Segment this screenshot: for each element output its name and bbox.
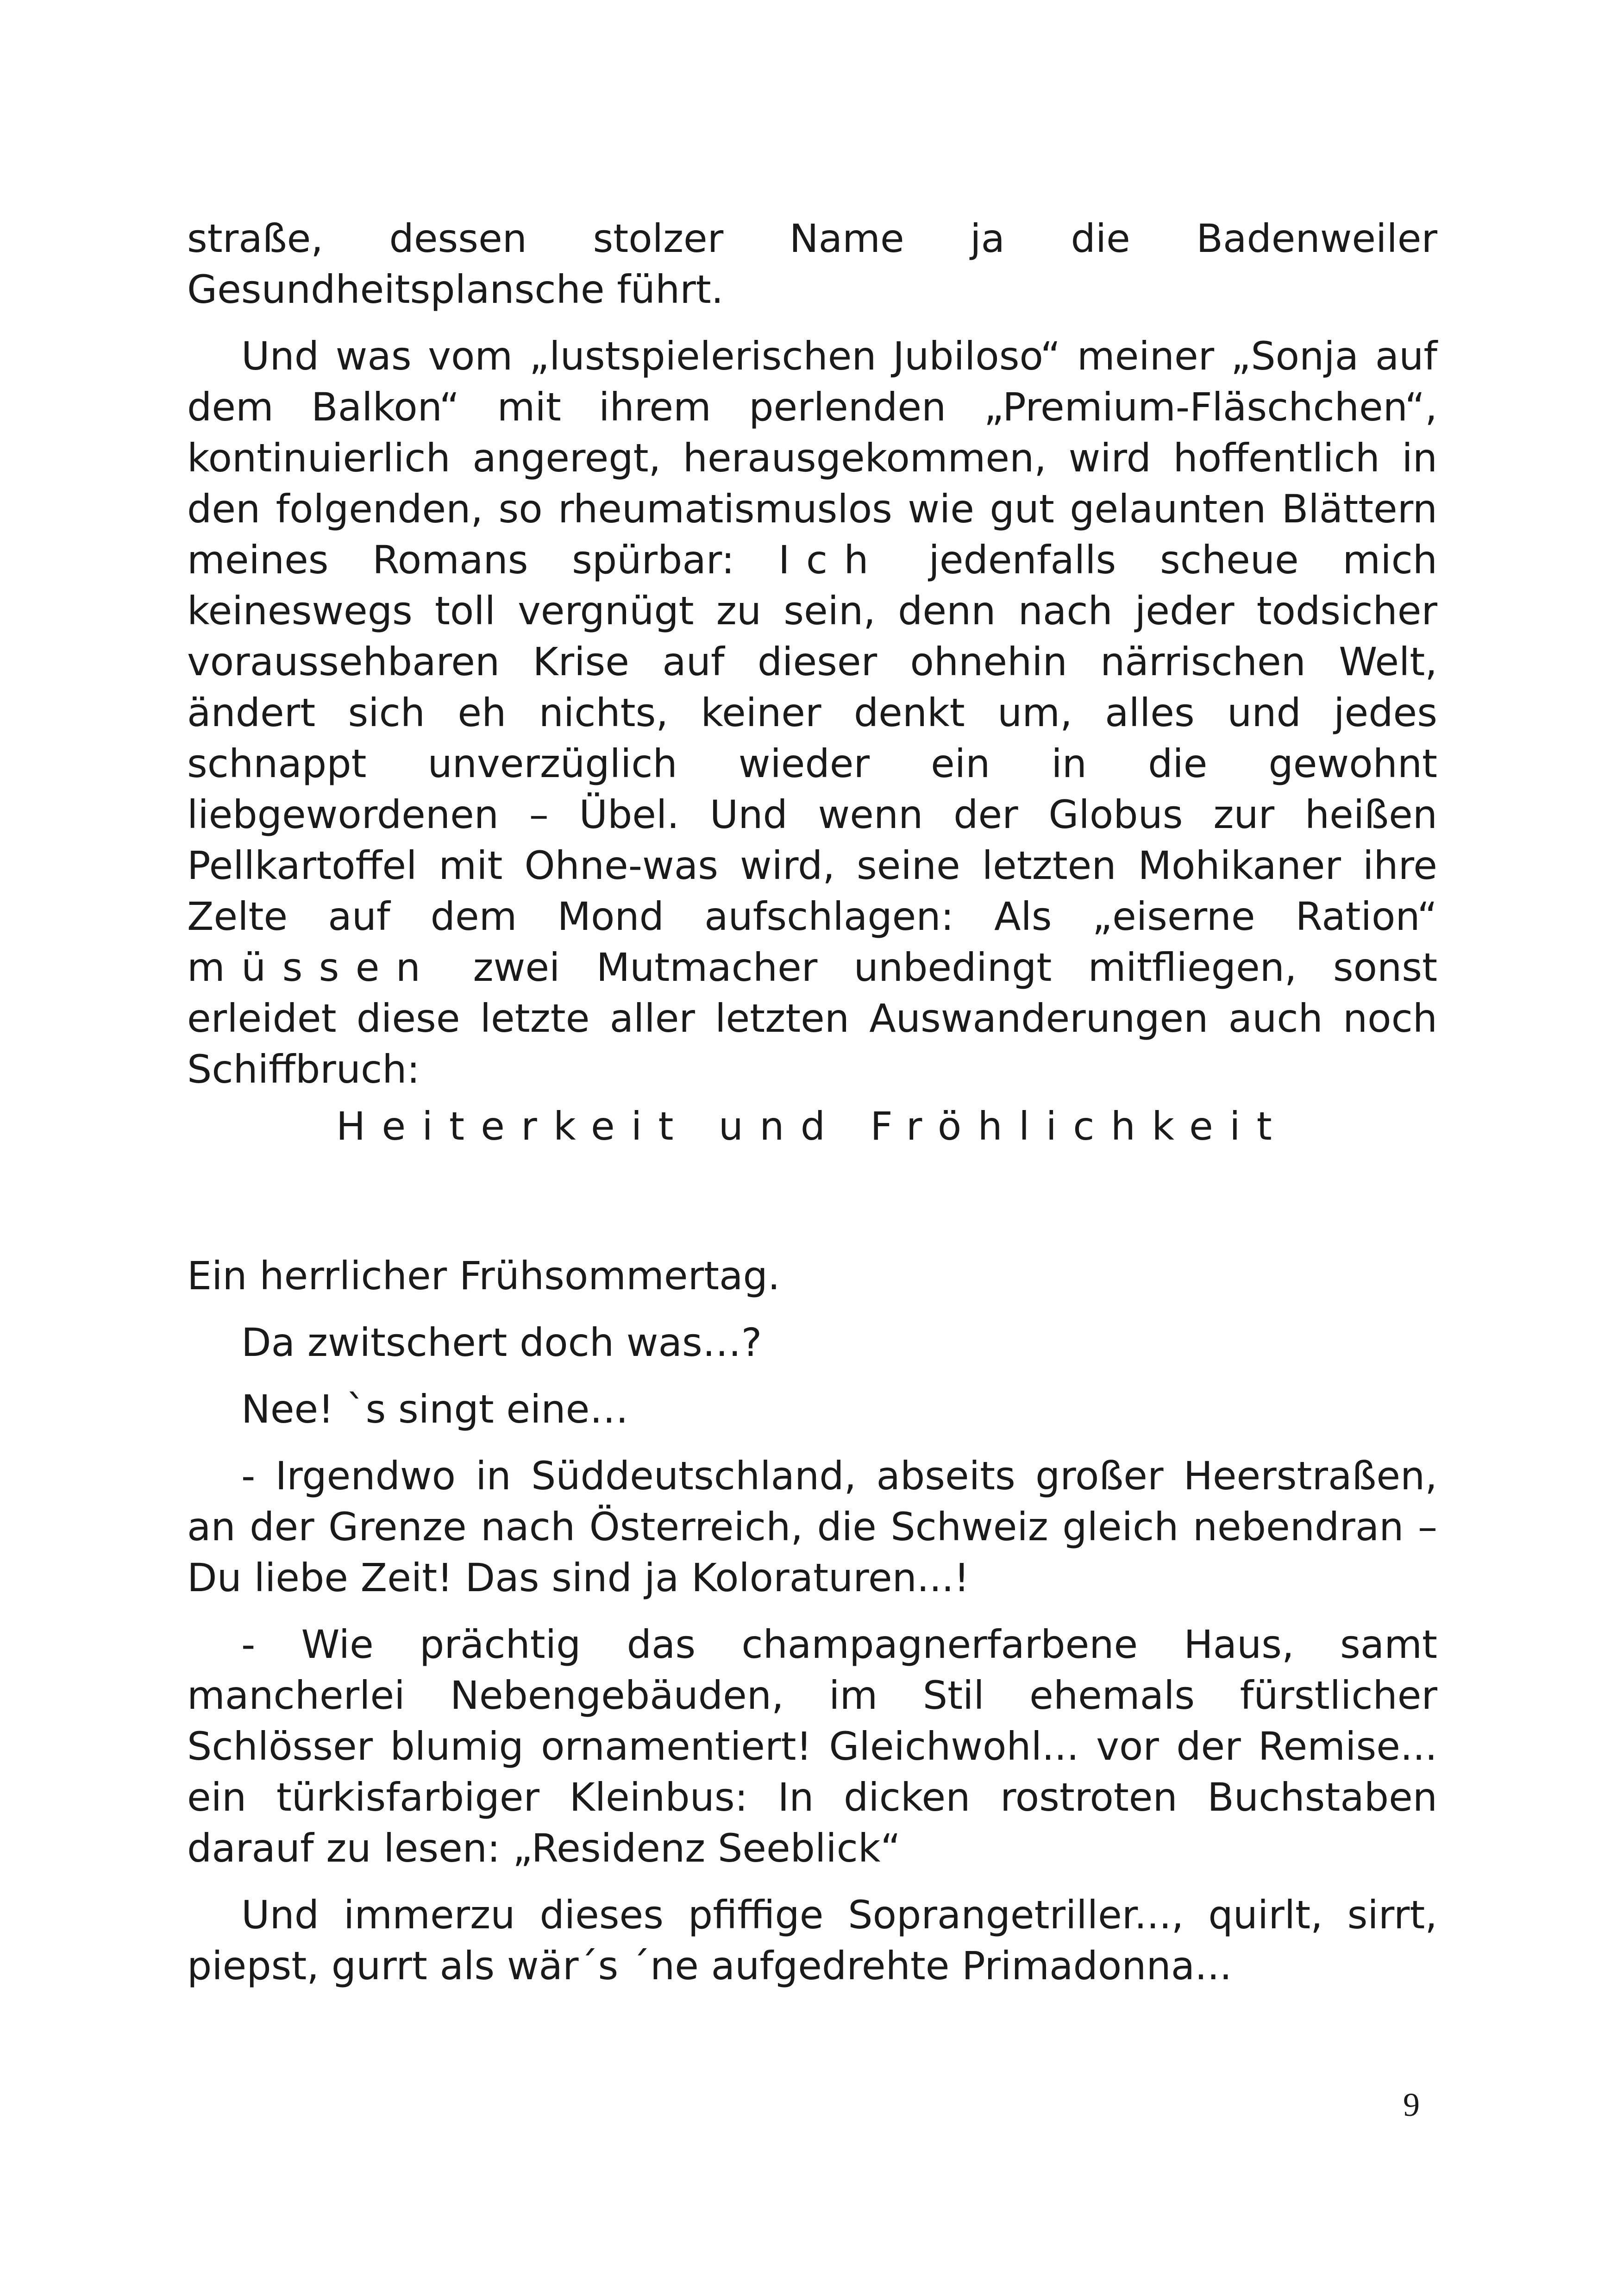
paragraph: Ein herrlicher Frühsommertag.	[187, 1253, 780, 1299]
bottom-text-block	[187, 1250, 1437, 1991]
paragraph: - Irgendwo in Süddeutschland, abseits großer Heerstraßen, an der Grenze nach Österreich, die Schweiz gleich nebendran – Du liebe Zeit! Das sind ja Koloraturen...!	[187, 1453, 1437, 1600]
text-run: Und was vom „lustspielerischen Jubiloso“ meiner „Sonja auf dem Balkon“ mit ihrem perlenden „Premium-Fläschchen“, kontinuierlich angeregt, herausgekommen, wird hoffentlich in den folgenden, so rheumatismuslos wie gut gelaunten Blättern meines Romans spürbar:	[187, 333, 1437, 583]
paragraph: Nee! `s singt eine…	[241, 1386, 629, 1432]
text-run: zwei Mutmacher unbedingt mitfliegen, sonst erleidet diese letzte aller letzten Auswanderungen auch noch Schiffbruch:	[187, 945, 1437, 1092]
page-number: 9	[1403, 2086, 1420, 2123]
section-heading: Heiterkeit und Fröhlichkeit	[336, 1104, 1288, 1149]
paragraph: - Wie prächtig das champagnerfarbene Haus, samt mancherlei Nebengebäuden, im Stil ehemals fürstlicher Schlösser blumig ornamentiert! Gleichwohl... vor der Remise... ein türkisfarbiger Kleinbus: In dicken rostroten Buchstaben darauf zu lesen: „Residenz Seeblick“	[187, 1622, 1437, 1871]
letterspaced-emphasis: Ich	[778, 537, 885, 583]
paragraph: straße, dessen stolzer Name ja die Badenweiler Gesundheitsplansche führt.	[187, 216, 1437, 312]
letterspaced-emphasis: müssen	[187, 945, 437, 990]
top-text-block	[187, 213, 1437, 1095]
text-run: jedenfalls scheue mich keineswegs toll vergnügt zu sein, denn nach jeder todsicher voraussehbaren Krise auf dieser ohnehin närrischen Welt, ändert sich eh nichts, keiner denkt um, alles und jedes schnappt unverzüglich wieder ein in die gewohnt liebgewordenen – Übel. Und wenn der Globus zur heißen Pellkartoffel mit Ohne-was wird, seine letzten Mohikaner ihre Zelte auf dem Mond aufschlagen: Als „eiserne Ration“	[187, 537, 1437, 939]
paragraph: Da zwitschert doch was…?	[241, 1320, 762, 1365]
paragraph	[187, 331, 1437, 1095]
paragraph: Und immerzu dieses pfiffige Soprangetriller..., quirlt, sirrt, piepst, gurrt als wär´s ´ne aufgedrehte Primadonna...	[187, 1892, 1437, 1989]
